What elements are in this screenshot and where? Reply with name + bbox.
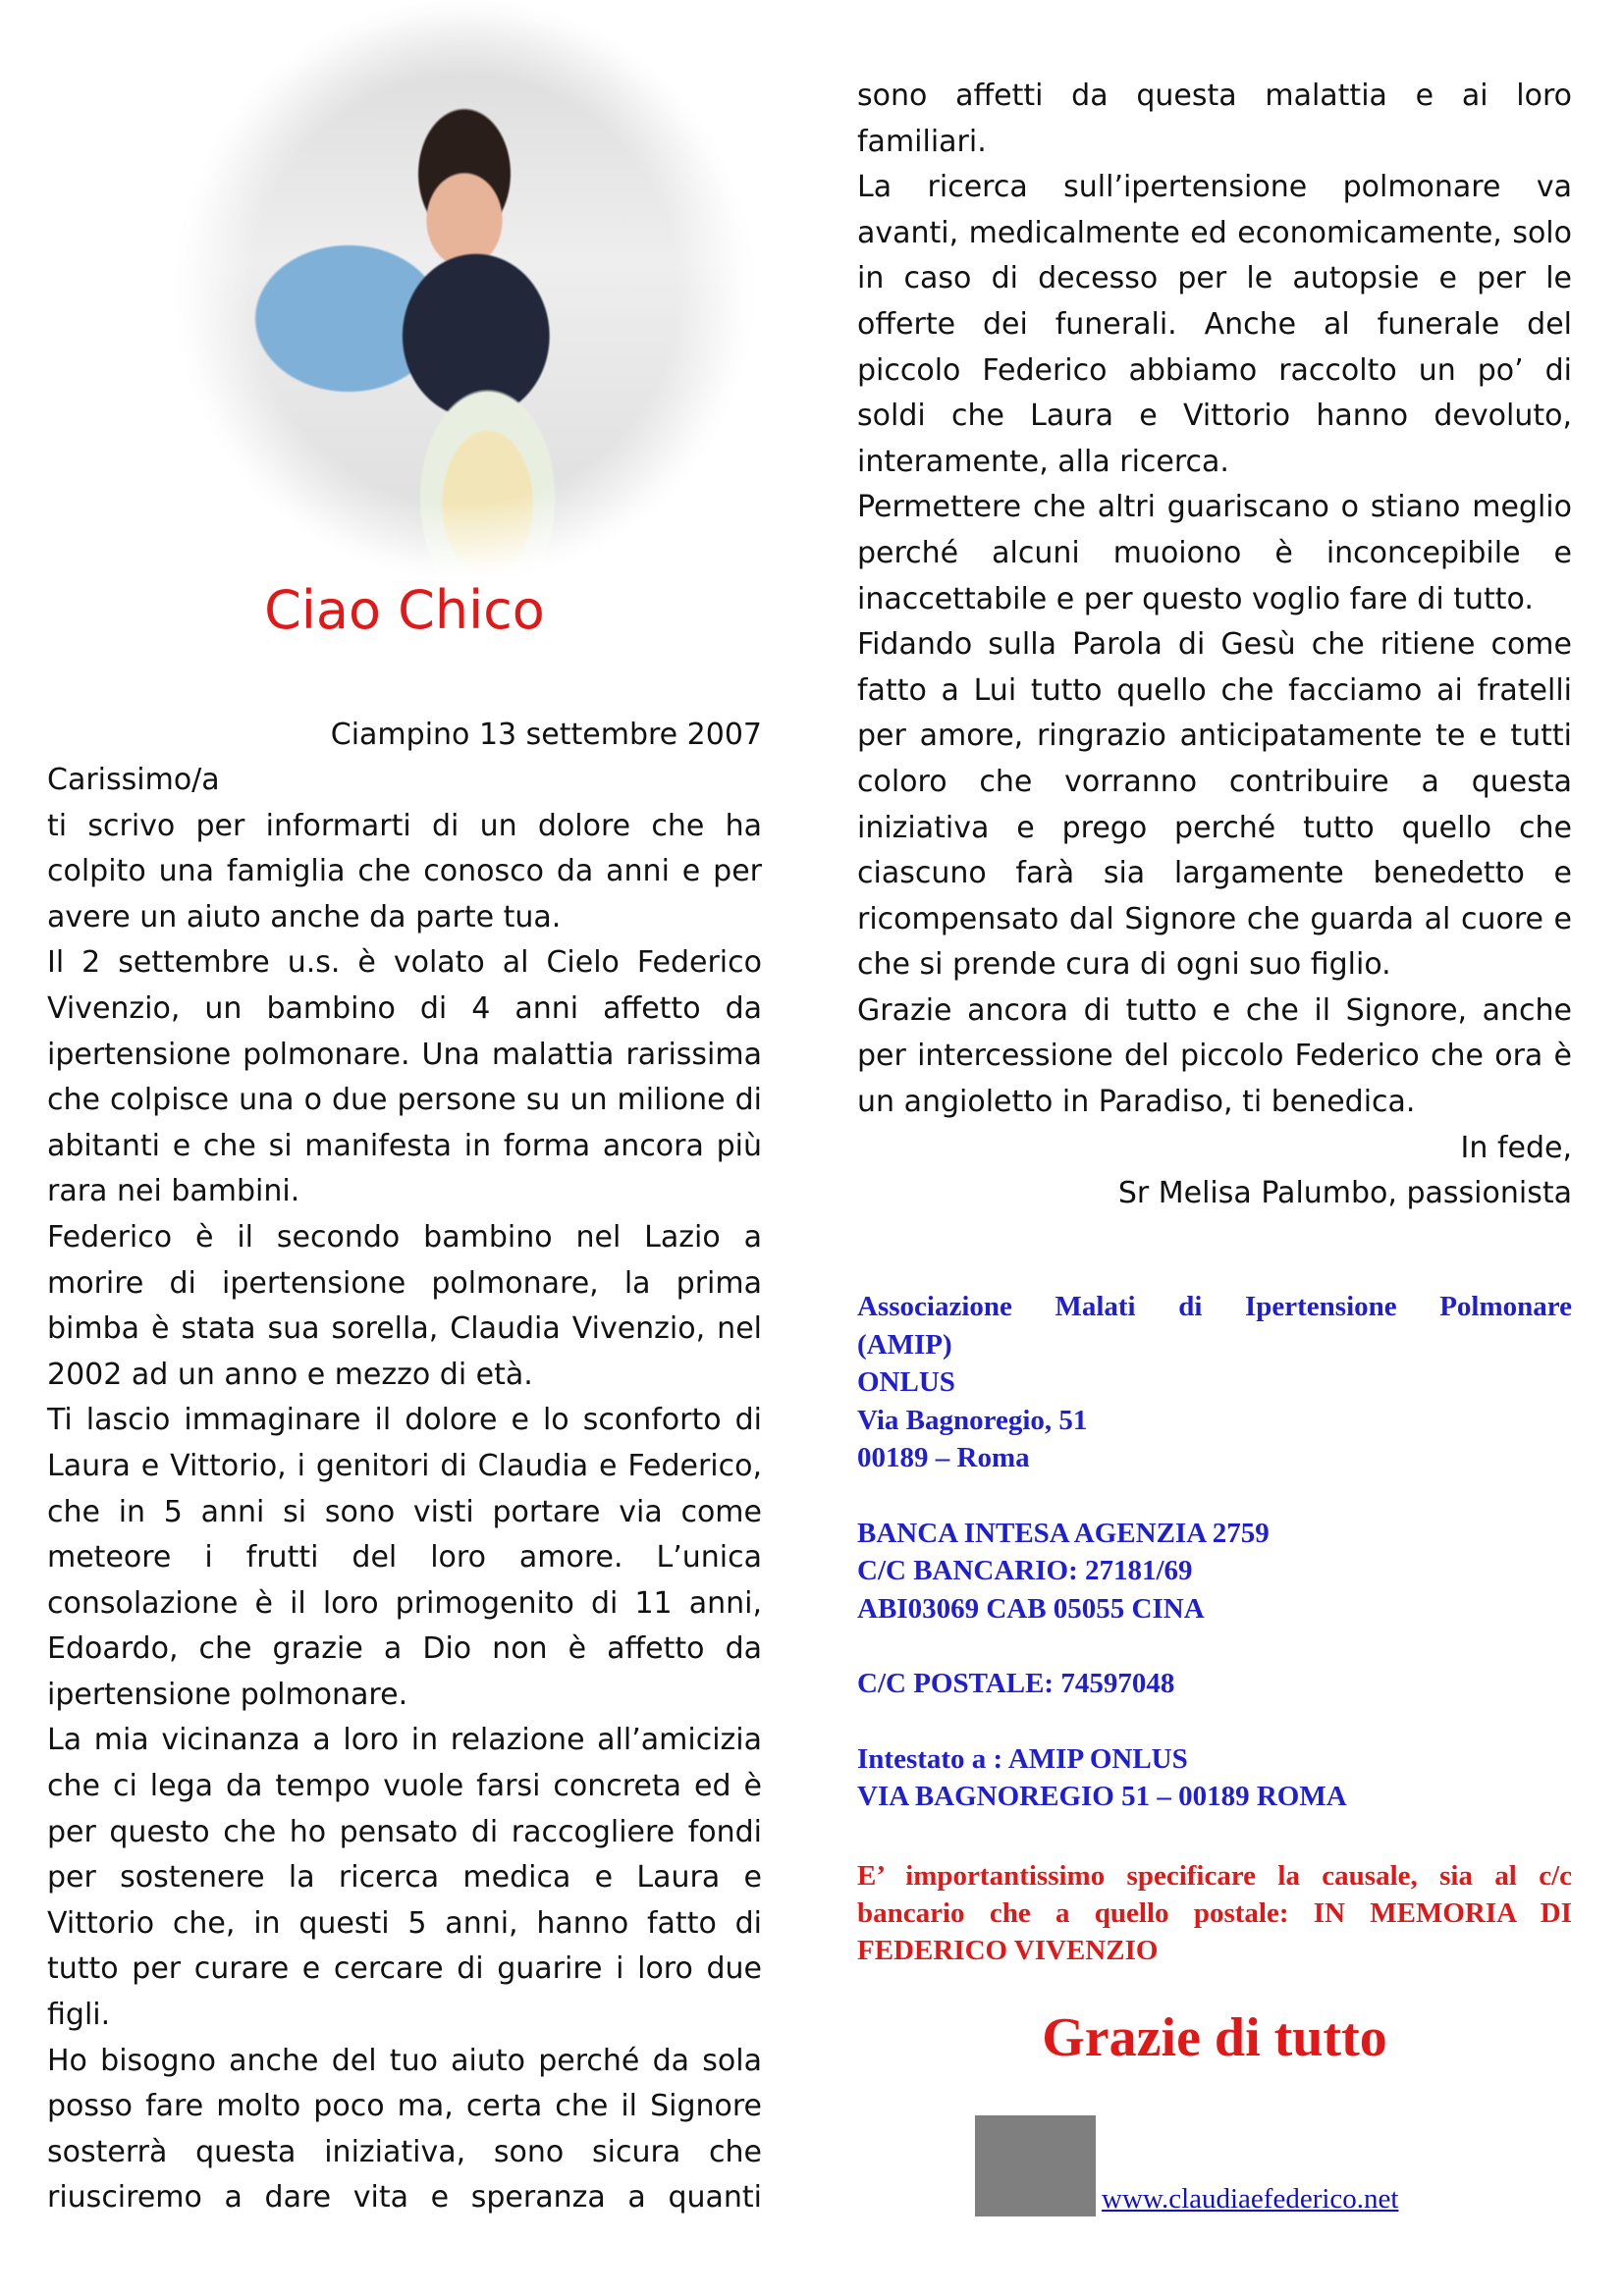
paragraph: sono affetti da questa malattia e ai loro familiari. <box>857 79 1572 159</box>
paragraph: Ti lascio immaginare il dolore e lo sconforto di Laura e Vittorio, i genitori di Claudia e Federico, che in 5 anni si sono visti portare via come meteore i frutti del loro amore. L’unica consolazione è il loro primogenito di 11 anni, Edoardo, che grazie a Dio non è affetto da ipertensione polmonare. <box>47 1403 762 1712</box>
bank-name: BANCA INTESA AGENZIA 2759 <box>857 1517 1270 1549</box>
postal-account: C/C POSTALE: 74597048 <box>857 1668 1175 1699</box>
signature: Sr Melisa Palumbo, passionista <box>1117 1176 1572 1211</box>
paragraph: Il 2 settembre u.s. è volato al Cielo Federico Vivenzio, un bambino di 4 anni affetto da ipertensione polmonare. Una malattia rarissima che colpisce una o due persone su un milione di abitanti e che si manifesta in forma ancora più rara nei bambini. <box>47 945 762 1209</box>
salutation: Carissimo/a <box>47 763 220 797</box>
paragraph: La ricerca sull’ipertensione polmonare va avanti, medicalmente ed economicamente, solo in caso di decesso per le autopsie e per le offerte dei funerali. Anche al funerale del piccolo Federico abbiamo raccolto un po’ di soldi che Laura e Vittorio hanno devoluto, interamente, alla ricerca. <box>857 170 1572 479</box>
child-photo <box>175 0 754 579</box>
letter-date: Ciampino 13 settembre 2007 <box>330 718 762 752</box>
paragraph: ti scrivo per informarti di un dolore che ha colpito una famiglia che conosco da anni e per avere un aiuto anche da parte tua. <box>47 808 762 934</box>
org-type: ONLUS <box>857 1366 955 1398</box>
org-address: Via Bagnoregio, 51 <box>857 1404 1088 1436</box>
bank-info <box>857 1288 1572 1816</box>
bank-account: C/C BANCARIO: 27181/69 <box>857 1555 1193 1586</box>
closing: In fede, <box>1460 1130 1572 1165</box>
bank-codes: ABI03069 CAB 05055 CINA <box>857 1592 1205 1625</box>
paragraph: Permettere che altri guariscano o stiano meglio perché alcuni muoiono è inconcepibile e inaccettabile e per questo voglio fare di tutto. <box>857 490 1572 616</box>
account-holder: Intestato a : AMIP ONLUS <box>857 1742 1188 1775</box>
letter-right-column <box>857 74 1572 1217</box>
letter-left-column <box>47 758 762 2221</box>
page-title: Ciao Chico <box>264 579 545 641</box>
payment-notice: E’ importantissimo specificare la causale, sia al c/c bancario che a quello postale: IN MEMORIA DI FEDERICO VIVENZIO <box>857 1860 1572 1966</box>
paragraph: Federico è il secondo bambino nel Lazio a morire di ipertensione polmonare, la prima bimba è stata sua sorella, Claudia Vivenzio, nel 2002 ad un anno e mezzo di età. <box>47 1219 762 1392</box>
org-city: 00189 – Roma <box>857 1442 1030 1473</box>
paragraph: Ho bisogno anche del tuo aiuto perché da sola posso fare molto poco ma, certa che il Signore sosterrà questa iniziativa, sono sicura che riusciremo a dare vita e speranza a quanti <box>47 2043 762 2216</box>
paragraph: Grazie ancora di tutto e che il Signore, anche per intercessione del piccolo Federico che ora è un angioletto in Paradiso, ti benedica. <box>857 992 1572 1120</box>
paragraph: Fidando sulla Parola di Gesù che ritiene come fatto a Lui tutto quello che facciamo ai fratelli per amore, ringrazio anticipatamente te e tutti coloro che vorranno contribuire a questa iniziativa e prego perché tutto quello che ciascuno farà sia largamente benedetto e ricompensato dal Signore che guarda al cuore e che si prende cura di ogni suo figlio. <box>857 627 1572 983</box>
org-acronym: (AMIP) <box>857 1328 952 1361</box>
paragraph: La mia vicinanza a loro in relazione all’amicizia che ci lega da tempo vuole farsi concreta ed è per questo che ho pensato di raccogliere fondi per sostenere la ricerca medica e Laura e Vittorio che, in questi 5 anni, hanno fatto di tutto per curare e cercare di guarire i loro due figli. <box>47 1723 762 2033</box>
org-name: Associazione Malati di Ipertensione Polmonare <box>857 1291 1572 1322</box>
website-link[interactable]: www.claudiaefederico.net <box>1102 2183 1399 2215</box>
image-placeholder <box>975 2115 1096 2216</box>
thanks-heading: Grazie di tutto <box>1042 2007 1387 2068</box>
account-holder-address: VIA BAGNOREGIO 51 – 00189 ROMA <box>857 1781 1347 1812</box>
